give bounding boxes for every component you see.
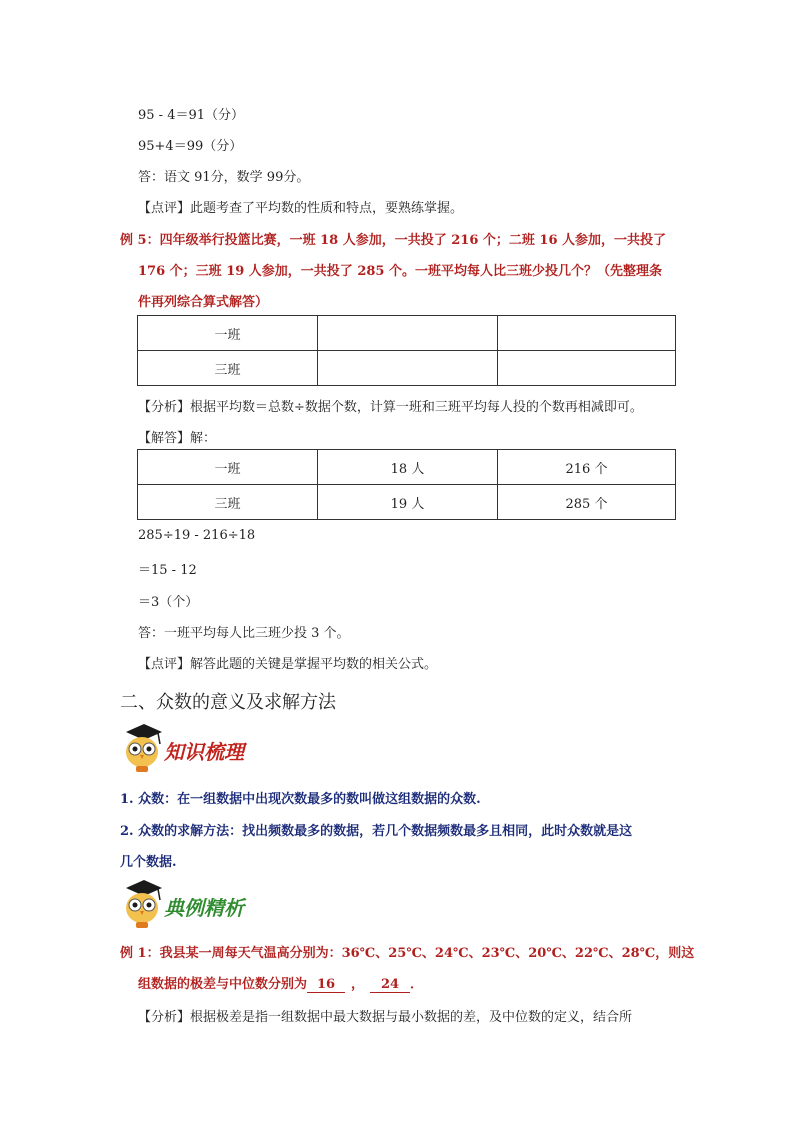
- table-row: [138, 351, 676, 386]
- answer-blank-median: 24: [370, 977, 410, 993]
- review-line: [138, 197, 463, 216]
- solution-tag: 【解答】: [138, 431, 191, 446]
- table-cell: 19 人: [318, 485, 498, 520]
- example-5-line-1: 例 5：四年级举行投篮比赛，一班 18 人参加，一共投了 216 个；二班 16 人参加，一共投了: [120, 233, 667, 248]
- calc-step-1: 285÷19 - 216÷18: [138, 528, 256, 543]
- calc-line-2: 95+4＝99（分）: [138, 139, 243, 154]
- table-cell: 三班: [138, 485, 318, 520]
- table-cell: 一班: [138, 450, 318, 485]
- examples-title: 典例精析: [164, 896, 244, 920]
- analysis-text: 根据极差是指一组数据中最大数据与最小数据的差，及中位数的定义，结合所: [190, 1010, 633, 1025]
- analysis-tag: 【分析】: [138, 400, 191, 415]
- solution-line: [138, 427, 216, 446]
- example-5-line-2: 176 个；三班 19 人参加，一共投了 285 个。一班平均每人比三班少投几个？（先整理条: [138, 264, 662, 279]
- table-cell: [498, 351, 676, 386]
- knowledge-item-2: 2. 众数的求解方法：找出频数最多的数据，若几个数据频数最多且相同，此时众数就是这: [120, 824, 633, 839]
- table-cell: 18 人: [318, 450, 498, 485]
- owl-teacher-icon: [118, 878, 164, 930]
- analysis-text: 根据平均数＝总数÷数据个数，计算一班和三班平均每人投的个数再相减即可。: [190, 400, 643, 415]
- example-1-prompt: 组数据的极差与中位数分别为: [138, 977, 308, 992]
- example-1-line-2: [138, 973, 423, 993]
- blank-table: [137, 315, 676, 386]
- example-1-line-1: 例 1：我县某一周每天气温高分别为：36℃、25℃、24℃、23℃、20℃、22℃、28℃，则这: [120, 946, 695, 961]
- example-5-line-3: 件再列综合算式解答）: [138, 295, 269, 310]
- table-cell: 285 个: [498, 485, 676, 520]
- review-tag: 【点评】: [138, 201, 191, 216]
- table-cell: 216 个: [498, 450, 676, 485]
- table-cell: 一班: [138, 316, 318, 351]
- knowledge-title: 知识梳理: [164, 740, 244, 764]
- calc-line-1: 95 - 4＝91（分）: [138, 108, 245, 123]
- answer-line: 答：语文 91分，数学 99分。: [138, 170, 310, 185]
- analysis-line: [138, 396, 643, 415]
- examples-banner: [118, 878, 268, 930]
- data-table: [137, 449, 676, 520]
- table-cell: [318, 316, 498, 351]
- review-text: 此题考查了平均数的性质和特点，要熟练掌握。: [190, 201, 464, 216]
- table-row: [138, 485, 676, 520]
- analysis-2-line: [138, 1006, 632, 1025]
- table-cell: 三班: [138, 351, 318, 386]
- table-cell: [498, 316, 676, 351]
- table-cell: [318, 351, 498, 386]
- separator: ，: [351, 977, 365, 992]
- section-heading: 二、众数的意义及求解方法: [120, 692, 336, 713]
- knowledge-item-1: 1. 众数：在一组数据中出现次数最多的数叫做这组数据的众数.: [120, 792, 481, 807]
- knowledge-banner: [118, 722, 268, 774]
- knowledge-item-2-cont: 几个数据.: [120, 855, 177, 870]
- review-text: 解答此题的关键是掌握平均数的相关公式。: [190, 657, 438, 672]
- calc-answer: 答：一班平均每人比三班少投 3 个。: [138, 626, 350, 641]
- review-tag: 【点评】: [138, 657, 191, 672]
- table-row: [138, 450, 676, 485]
- analysis-tag: 【分析】: [138, 1010, 191, 1025]
- calc-review: [138, 653, 437, 672]
- answer-blank-range: 16: [307, 977, 345, 993]
- calc-step-2: ＝15 - 12: [138, 563, 197, 578]
- calc-step-3: ＝3（个）: [138, 595, 199, 610]
- table-row: [138, 316, 676, 351]
- end-mark: ．: [410, 977, 424, 992]
- owl-teacher-icon: [118, 722, 164, 774]
- solution-text: 解：: [190, 431, 217, 446]
